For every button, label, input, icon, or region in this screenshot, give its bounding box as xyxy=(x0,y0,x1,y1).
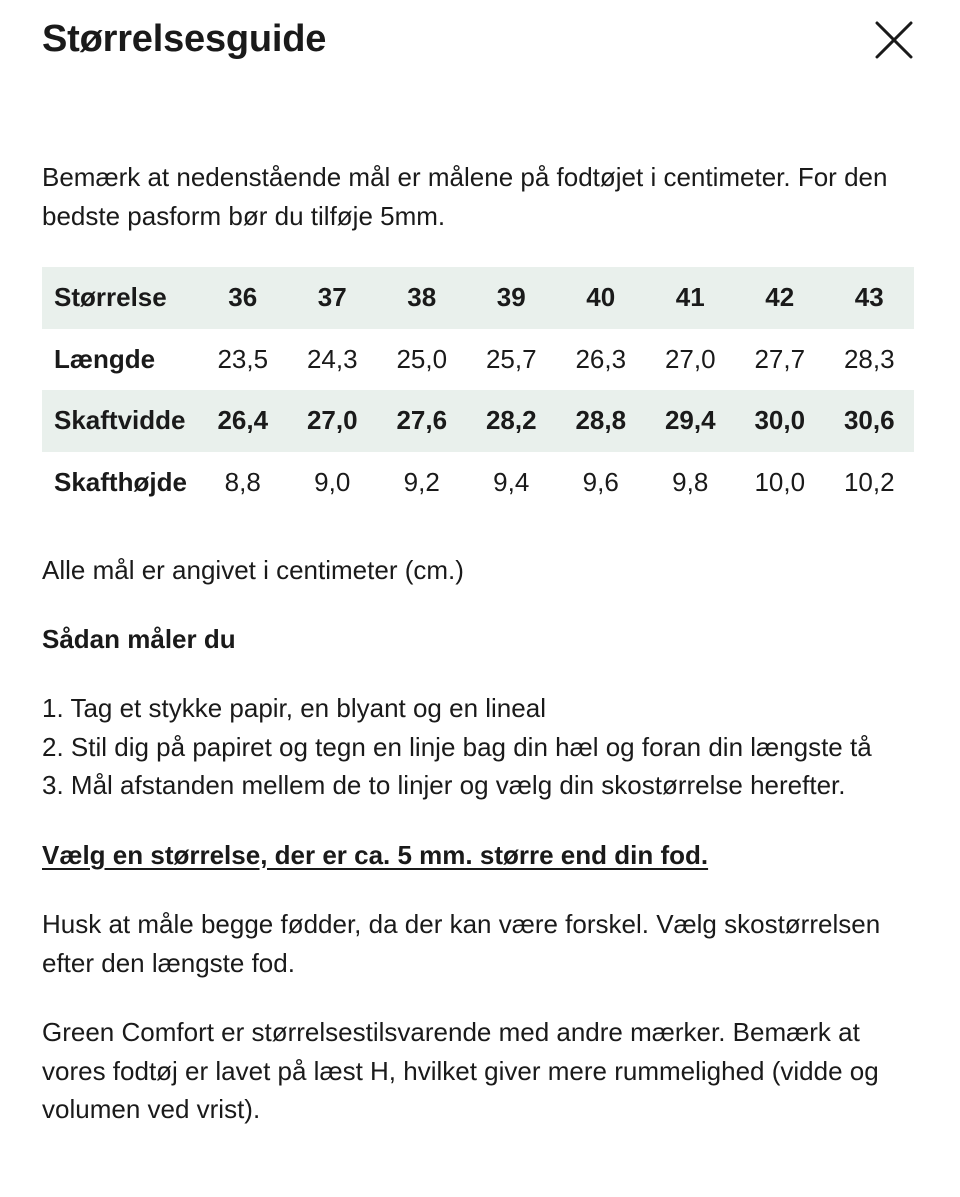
table-cell: 36 xyxy=(198,267,288,329)
table-cell: 28,2 xyxy=(467,390,557,452)
close-icon xyxy=(874,20,914,60)
table-cell: 27,0 xyxy=(664,343,716,374)
table-cell: 9,2 xyxy=(403,466,440,497)
units-note: Alle mål er angivet i centimeter (cm.) xyxy=(42,555,464,585)
table-cell: 9,8 xyxy=(672,466,709,497)
table-cell: 41 xyxy=(646,267,736,329)
table-row-shaft-height xyxy=(42,452,914,514)
measure-both-note: Husk at måle begge fødder, da der kan være forskel. Vælg skostørrelsen efter den længste fod. xyxy=(42,909,881,978)
table-cell: 9,4 xyxy=(493,466,530,497)
close-button[interactable] xyxy=(874,20,914,60)
howto-heading: Sådan måler du xyxy=(42,623,236,654)
table-cell: 39 xyxy=(467,267,557,329)
row-label: Skaftvidde xyxy=(42,390,198,452)
list-item: 3. Mål afstanden mellem de to linjer og vælg din skostørrelse herefter. xyxy=(42,770,846,800)
size-recommendation: Vælg en størrelse, der er ca. 5 mm. større end din fod. xyxy=(42,839,709,870)
table-cell: 26,3 xyxy=(575,343,627,374)
table-cell: 10,2 xyxy=(843,466,895,497)
table-cell: 37 xyxy=(288,267,378,329)
measure-steps xyxy=(42,689,918,805)
table-cell: 40 xyxy=(556,267,646,329)
row-label: Længde xyxy=(54,343,156,374)
table-cell: 10,0 xyxy=(754,466,806,497)
table-cell: 25,7 xyxy=(485,343,537,374)
table-cell: 25,0 xyxy=(396,343,448,374)
table-cell: 24,3 xyxy=(306,343,358,374)
brand-note: Green Comfort er størrelsestilsvarende med andre mærker. Bemærk at vores fodtøj er lavet på læst H, hvilket giver mere rummelighed (vidde og volumen ved vrist). xyxy=(42,1017,879,1124)
modal-header xyxy=(42,14,918,68)
row-label: Skafthøjde xyxy=(54,466,187,497)
table-cell: 27,6 xyxy=(377,390,467,452)
table-cell: 30,6 xyxy=(825,390,915,452)
table-cell: 28,3 xyxy=(843,343,895,374)
table-row-size xyxy=(42,267,914,329)
size-table xyxy=(42,267,914,513)
table-cell: 27,0 xyxy=(288,390,378,452)
table-cell: 38 xyxy=(377,267,467,329)
row-label: Størrelse xyxy=(42,267,198,329)
list-item: 2. Stil dig på papiret og tegn en linje bag din hæl og foran din længste tå xyxy=(42,731,872,762)
table-cell: 9,6 xyxy=(582,466,619,497)
list-item: 1. Tag et stykke papir, en blyant og en lineal xyxy=(42,693,546,723)
intro-text: Bemærk at nedenstående mål er målene på fodtøjet i centimeter. For den bedste pasform bør du tilføje 5mm. xyxy=(42,162,888,231)
table-cell: 29,4 xyxy=(646,390,736,452)
table-row-shaft-width xyxy=(42,390,914,452)
table-cell: 42 xyxy=(735,267,825,329)
table-cell: 28,8 xyxy=(556,390,646,452)
table-cell: 26,4 xyxy=(198,390,288,452)
table-cell: 27,7 xyxy=(754,343,806,374)
modal-content xyxy=(42,158,918,1160)
modal-title: Størrelsesguide xyxy=(42,18,327,60)
table-row-length xyxy=(42,329,914,391)
table-cell: 30,0 xyxy=(735,390,825,452)
table-cell: 9,0 xyxy=(314,466,351,497)
table-cell: 8,8 xyxy=(224,466,261,497)
table-cell: 23,5 xyxy=(217,343,269,374)
table-cell: 43 xyxy=(825,267,915,329)
